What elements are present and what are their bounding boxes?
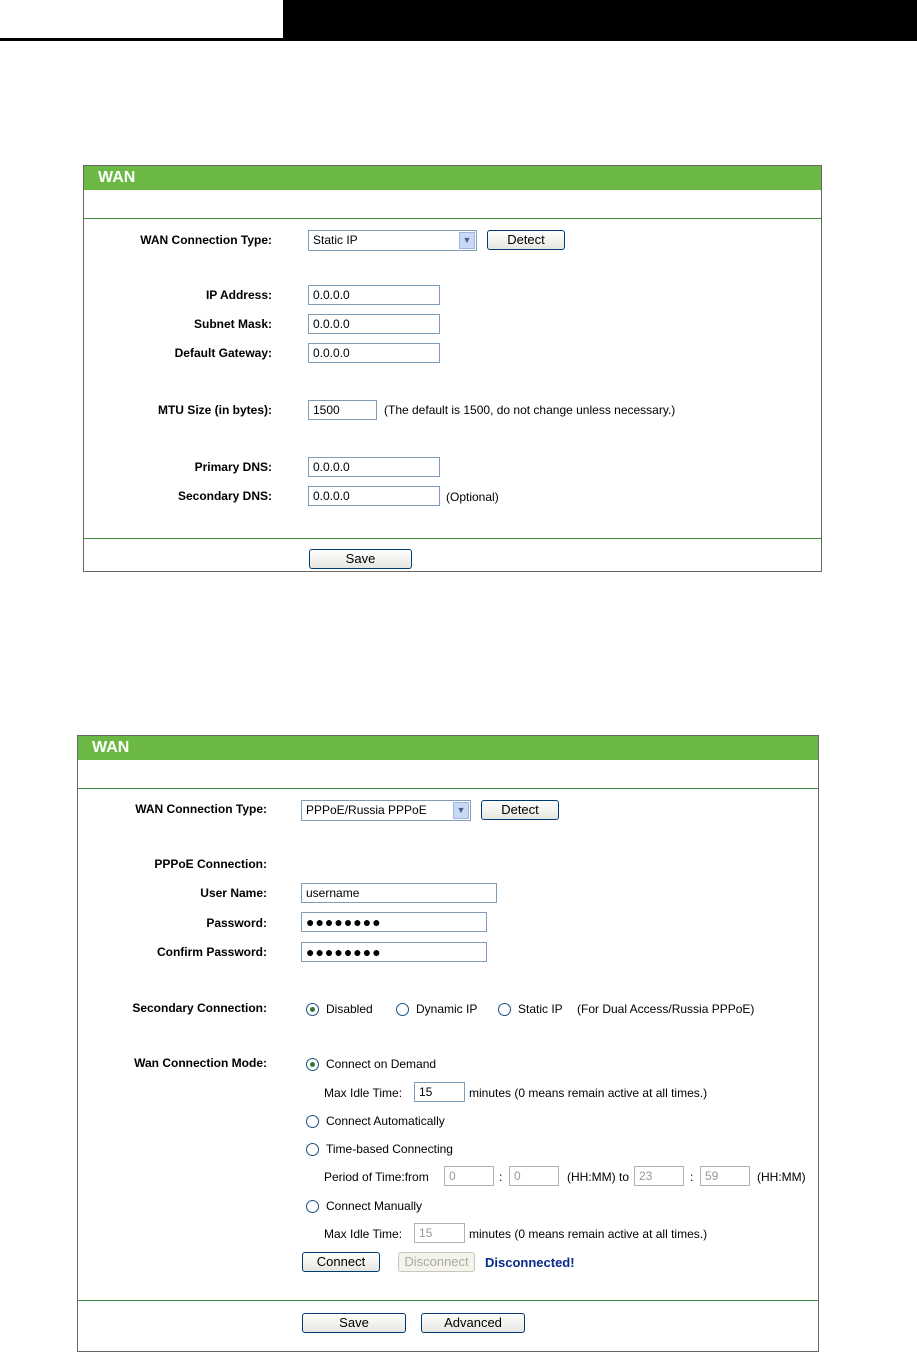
subnet-mask-label: Subnet Mask: bbox=[193, 317, 272, 331]
colon-separator: : bbox=[499, 1170, 503, 1184]
connect-button[interactable]: Connect bbox=[302, 1252, 380, 1272]
subnet-mask-input[interactable]: 0.0.0.0 bbox=[308, 314, 440, 334]
divider bbox=[84, 218, 821, 219]
divider bbox=[78, 1300, 818, 1301]
secondary-dns-label: Secondary DNS: bbox=[177, 489, 272, 503]
secondary-static-ip-label: Static IP bbox=[518, 1002, 563, 1016]
divider bbox=[84, 538, 821, 539]
mtu-input[interactable]: 1500 bbox=[308, 400, 377, 420]
password-input[interactable]: ●●●●●●●● bbox=[301, 912, 487, 932]
disconnect-button[interactable]: Disconnect bbox=[398, 1252, 475, 1272]
secondary-dns-input[interactable]: 0.0.0.0 bbox=[308, 486, 440, 506]
divider bbox=[78, 788, 818, 789]
max-idle-time-manual-input[interactable]: 15 bbox=[414, 1223, 465, 1243]
password-label: Password: bbox=[206, 916, 267, 930]
max-idle-time-note: minutes (0 means remain active at all times.) bbox=[469, 1086, 708, 1100]
radio-time-based-connecting[interactable] bbox=[306, 1143, 319, 1156]
max-idle-time-label: Max Idle Time: bbox=[324, 1086, 403, 1100]
colon-separator: : bbox=[690, 1170, 694, 1184]
hhmm-to-label: (HH:MM) to bbox=[567, 1170, 629, 1184]
default-gateway-input[interactable]: 0.0.0.0 bbox=[308, 343, 440, 363]
max-idle-time-note: minutes (0 means remain active at all times.) bbox=[469, 1227, 708, 1241]
wan-type-select[interactable] bbox=[301, 800, 471, 821]
pppoe-connection-label: PPPoE Connection: bbox=[154, 857, 267, 871]
connect-manually-label: Connect Manually bbox=[326, 1199, 423, 1213]
user-name-label: User Name: bbox=[200, 886, 267, 900]
wan-type-label: WAN Connection Type: bbox=[135, 802, 267, 816]
period-of-time-label: Period of Time:from bbox=[324, 1170, 429, 1184]
connection-status: Disconnected! bbox=[485, 1255, 575, 1270]
save-button[interactable]: Save bbox=[309, 549, 412, 569]
primary-dns-input[interactable]: 0.0.0.0 bbox=[308, 457, 440, 477]
radio-secondary-static-ip[interactable] bbox=[498, 1003, 511, 1016]
advanced-button[interactable]: Advanced bbox=[421, 1313, 525, 1333]
header-black-band bbox=[283, 0, 917, 41]
secondary-note: (For Dual Access/Russia PPPoE) bbox=[577, 1002, 755, 1016]
max-idle-time-label: Max Idle Time: bbox=[324, 1227, 403, 1241]
wan-type-label: WAN Connection Type: bbox=[140, 233, 272, 247]
mtu-note: (The default is 1500, do not change unless necessary.) bbox=[384, 403, 676, 417]
wan-connection-mode-label: Wan Connection Mode: bbox=[134, 1056, 267, 1070]
confirm-password-label: Confirm Password: bbox=[156, 945, 267, 959]
connect-automatically-label: Connect Automatically bbox=[326, 1114, 445, 1128]
panel-title: WAN bbox=[78, 736, 818, 760]
secondary-dns-note: (Optional) bbox=[446, 490, 499, 504]
save-button[interactable]: Save bbox=[302, 1313, 406, 1333]
secondary-dynamic-ip-label: Dynamic IP bbox=[416, 1002, 478, 1016]
radio-secondary-dynamic-ip[interactable] bbox=[396, 1003, 409, 1016]
radio-connect-on-demand[interactable] bbox=[306, 1058, 319, 1071]
max-idle-time-input[interactable]: 15 bbox=[414, 1082, 465, 1102]
panel-title: WAN bbox=[84, 166, 821, 190]
page-header-bar bbox=[0, 0, 917, 41]
period-from-hour-input[interactable]: 0 bbox=[444, 1166, 494, 1186]
wan-pppoe-panel bbox=[77, 735, 819, 1352]
header-underline bbox=[0, 38, 283, 41]
wan-static-panel bbox=[83, 165, 822, 572]
ip-address-label: IP Address: bbox=[205, 288, 272, 302]
user-name-input[interactable]: username bbox=[301, 883, 497, 903]
period-to-minute-input[interactable]: 59 bbox=[700, 1166, 750, 1186]
detect-button[interactable]: Detect bbox=[481, 800, 559, 820]
period-to-hour-input[interactable]: 23 bbox=[634, 1166, 684, 1186]
wan-type-value: PPPoE/Russia PPPoE bbox=[306, 803, 427, 817]
wan-type-value: Static IP bbox=[313, 233, 358, 247]
connect-on-demand-label: Connect on Demand bbox=[326, 1057, 437, 1071]
radio-connect-automatically[interactable] bbox=[306, 1115, 319, 1128]
secondary-disabled-label: Disabled bbox=[326, 1002, 373, 1016]
confirm-password-input[interactable]: ●●●●●●●● bbox=[301, 942, 487, 962]
detect-button[interactable]: Detect bbox=[487, 230, 565, 250]
period-from-minute-input[interactable]: 0 bbox=[509, 1166, 559, 1186]
time-based-connecting-label: Time-based Connecting bbox=[326, 1142, 453, 1156]
default-gateway-label: Default Gateway: bbox=[174, 346, 272, 360]
hhmm-label: (HH:MM) bbox=[757, 1170, 806, 1184]
wan-type-select[interactable] bbox=[308, 230, 477, 251]
chevron-down-icon: ▼ bbox=[453, 802, 469, 819]
chevron-down-icon: ▼ bbox=[459, 232, 475, 249]
radio-connect-manually[interactable] bbox=[306, 1200, 319, 1213]
mtu-label: MTU Size (in bytes): bbox=[157, 403, 272, 417]
secondary-connection-label: Secondary Connection: bbox=[132, 1001, 267, 1015]
primary-dns-label: Primary DNS: bbox=[194, 460, 272, 474]
ip-address-input[interactable]: 0.0.0.0 bbox=[308, 285, 440, 305]
radio-secondary-disabled[interactable] bbox=[306, 1003, 319, 1016]
